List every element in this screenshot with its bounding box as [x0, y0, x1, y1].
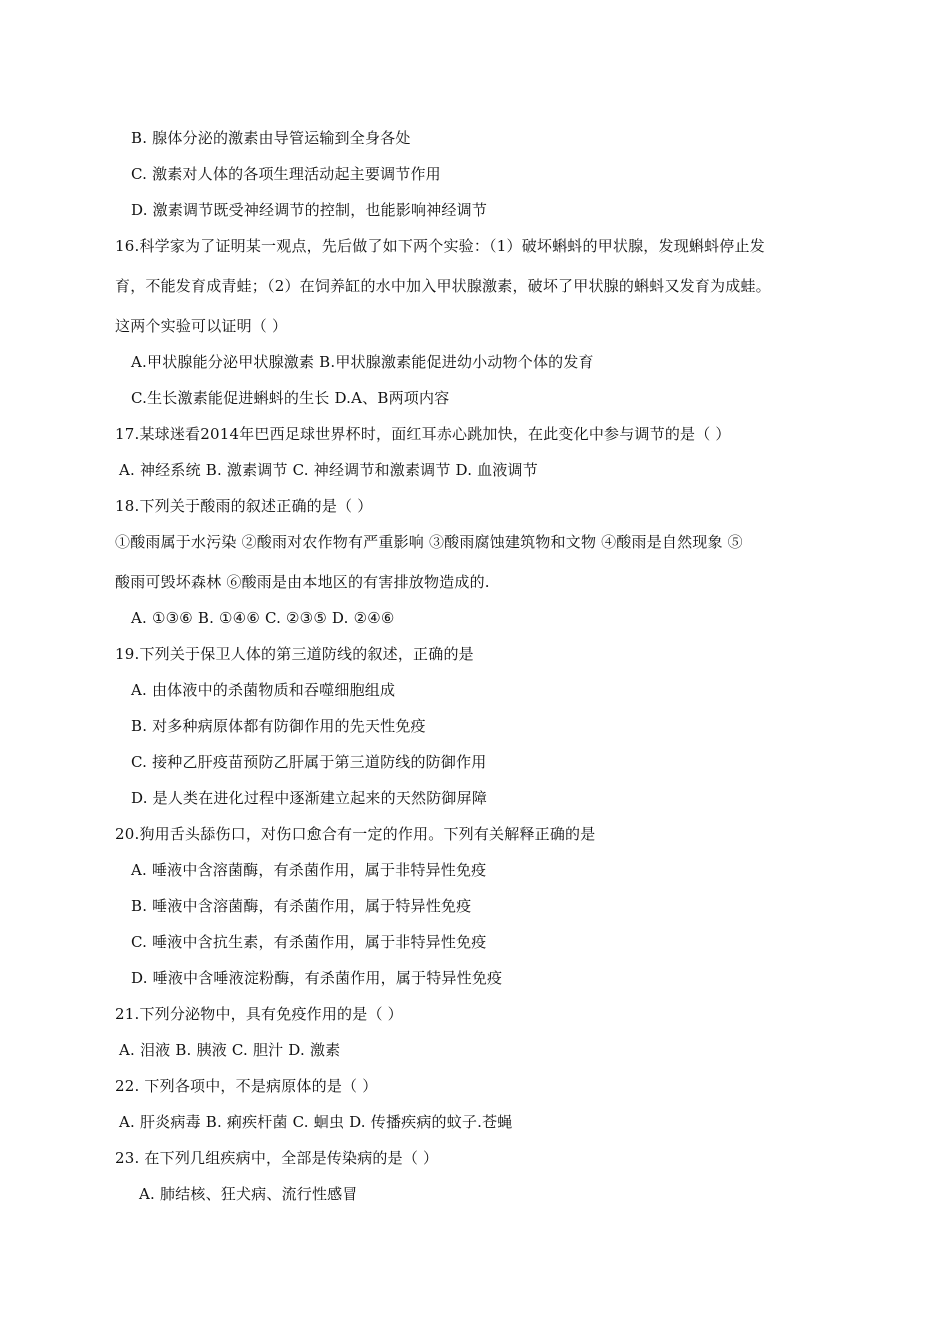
q21-options: A. 泪液 B. 胰液 C. 胆汁 D. 激素 [119, 1041, 341, 1059]
q16-stem-line-2: 育，不能发育成青蛙；（2）在饲养缸的水中加入甲状腺激素，破坏了甲状腺的蝌蚪又发育为成蛙。 [115, 277, 771, 295]
q15-option-b: B. 腺体分泌的激素由导管运输到全身各处 [131, 129, 411, 147]
q15-option-c: C. 激素对人体的各项生理活动起主要调节作用 [131, 165, 441, 183]
q16-options-cd: C.生长激素能促进蝌蚪的生长 D.A、B两项内容 [131, 389, 450, 407]
q23-option-a: A. 肺结核、狂犬病、流行性感冒 [139, 1185, 358, 1203]
q18-options: A. ①③⑥ B. ①④⑥ C. ②③⑤ D. ②④⑥ [131, 609, 395, 627]
q23-stem: 23. 在下列几组疾病中，全部是传染病的是（ ） [115, 1149, 439, 1167]
q18-statements-line-2: 酸雨可毁坏森林 ⑥酸雨是由本地区的有害排放物造成的. [115, 573, 490, 591]
q21-stem: 21.下列分泌物中，具有免疫作用的是（ ） [115, 1005, 403, 1023]
q17-options: A. 神经系统 B. 激素调节 C. 神经调节和激素调节 D. 血液调节 [119, 461, 538, 479]
q16-stem-line-1: 16.科学家为了证明某一观点，先后做了如下两个实验：（1）破坏蝌蚪的甲状腺，发现蝌蚪停止发 [115, 237, 765, 255]
q16-stem-line-3: 这两个实验可以证明（ ） [115, 317, 288, 335]
q19-stem: 19.下列关于保卫人体的第三道防线的叙述，正确的是 [115, 645, 474, 663]
q19-option-a: A. 由体液中的杀菌物质和吞噬细胞组成 [131, 681, 396, 699]
q18-statements-line-1: ①酸雨属于水污染 ②酸雨对农作物有严重影响 ③酸雨腐蚀建筑物和文物 ④酸雨是自然现象 ⑤ [115, 533, 743, 551]
q20-option-b: B. 唾液中含溶菌酶，有杀菌作用，属于特异性免疫 [131, 897, 472, 915]
q20-option-d: D. 唾液中含唾液淀粉酶，有杀菌作用，属于特异性免疫 [131, 969, 503, 987]
q15-option-d: D. 激素调节既受神经调节的控制，也能影响神经调节 [131, 201, 488, 219]
q22-stem: 22. 下列各项中，不是病原体的是（ ） [115, 1077, 378, 1095]
q20-option-c: C. 唾液中含抗生素，有杀菌作用，属于非特异性免疫 [131, 933, 487, 951]
q20-option-a: A. 唾液中含溶菌酶，有杀菌作用，属于非特异性免疫 [131, 861, 487, 879]
q16-options-ab: A.甲状腺能分泌甲状腺激素 B.甲状腺激素能促进幼小动物个体的发育 [131, 353, 594, 371]
q19-option-d: D. 是人类在进化过程中逐渐建立起来的天然防御屏障 [131, 789, 488, 807]
q17-stem: 17.某球迷看2014年巴西足球世界杯时，面红耳赤心跳加快，在此变化中参与调节的是（ ） [115, 425, 731, 443]
q19-option-b: B. 对多种病原体都有防御作用的先天性免疫 [131, 717, 426, 735]
q18-stem: 18.下列关于酸雨的叙述正确的是（ ） [115, 497, 373, 515]
q20-stem: 20.狗用舌头舔伤口，对伤口愈合有一定的作用。下列有关解释正确的是 [115, 825, 596, 843]
q22-options: A. 肝炎病毒 B. 痢疾杆菌 C. 蛔虫 D. 传播疾病的蚊子.苍蝇 [119, 1113, 513, 1131]
q19-option-c: C. 接种乙肝疫苗预防乙肝属于第三道防线的防御作用 [131, 753, 487, 771]
